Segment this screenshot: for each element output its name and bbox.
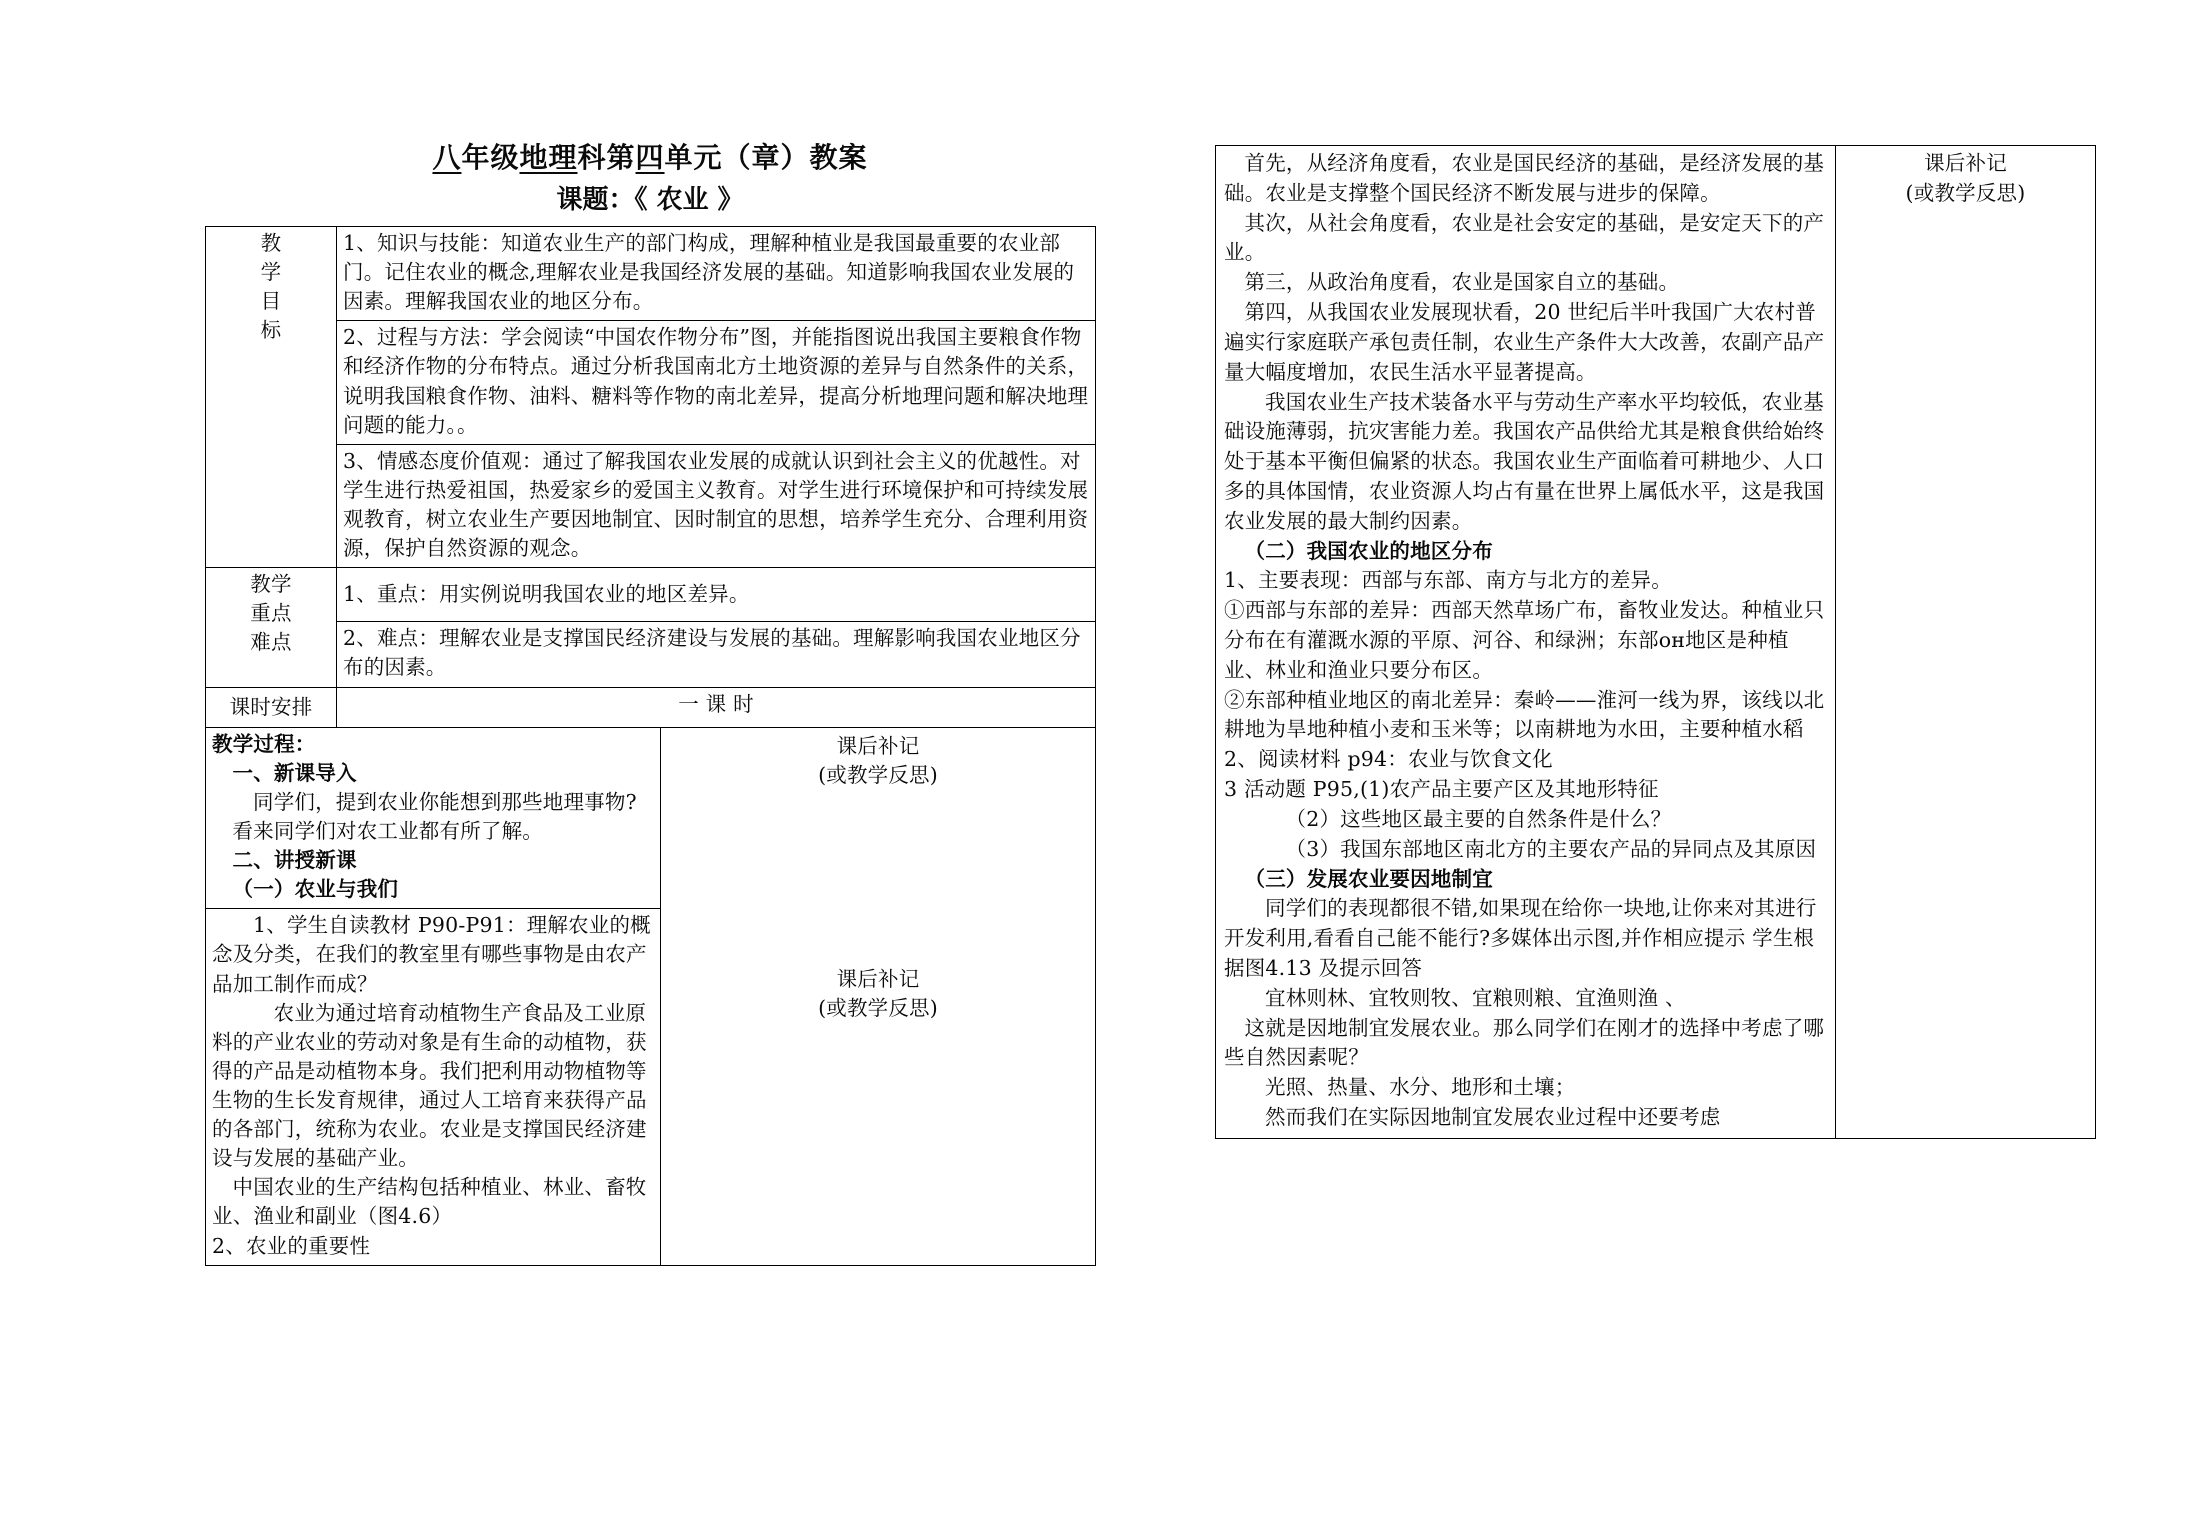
table-row [206, 227, 1096, 321]
right-line-15: 宜林则林、宜牧则牧、宜粮则粮、宜渔则渔 、 [1265, 985, 1686, 1010]
process-line-5: 1、学生自读教材 P90-P91：理解农业的概念及分类，在我们的教室里有哪些事物是由农产品加工制作而成？ [212, 913, 651, 996]
right-line-14: 同学们的表现都很不错,如果现在给你一块地,让你来对其进行开发利用,看看自己能不能行?多媒体出示图,并作相应提示 学生根据图4.13 及提示回答 [1224, 896, 1817, 980]
process-line-8: 2、农业的重要性 [212, 1233, 371, 1258]
table-row [1216, 146, 2096, 1139]
note-mid-line-2: (或教学反思) [818, 995, 938, 1020]
right-note-line-2: (或教学反思) [1905, 180, 2026, 205]
note-top-line-2: (或教学反思) [818, 762, 938, 787]
right-line-9: 2、阅读材料 p94：农业与饮食文化 [1224, 747, 1553, 772]
goal-label-char-4: 标 [260, 318, 282, 343]
goal-item-3 [337, 444, 1096, 567]
process-line-7: 中国农业的生产结构包括种植业、林业、畜牧业、渔业和副业（图4.6） [212, 1175, 647, 1229]
process-line-3: 二、讲授新课 [232, 848, 357, 873]
keypoint-label-line-2: 重点 [250, 601, 292, 626]
title-grade: 八 [432, 141, 462, 174]
right-line-8: ②东部种植业地区的南北差异：秦岭——淮河一线为界，该线以北耕地为旱地种植小麦和玉米等；以南耕地为水田，主要种植水稻 [1224, 687, 1825, 742]
goal-text-3: 3、情感态度价值观：通过了解我国农业发展的成就认识到社会主义的优越性。对学生进行热爱祖国，热爱家乡的爱国主义教育。对学生进行环境保护和可持续发展观教育，树立农业生产要因地制宜、因时制宜的思想，培养学生充分、合理利用资源，保护自然资源的观念。 [343, 448, 1089, 561]
note-mid-line-1: 课后补记 [836, 966, 920, 991]
note-top-cell [661, 727, 1096, 1265]
right-line-7: ①西部与东部的差异：西部天然草场广布，畜牧业发达。种植业只分布在有灌溉水源的平原、河谷、和绿洲；东部он地区是种植业、林业和渔业只要分布区。 [1224, 598, 1825, 682]
process-body-cell [206, 909, 661, 1265]
right-sheet [1215, 145, 2095, 1139]
table-row [206, 444, 1096, 567]
left-sheet [205, 140, 1095, 1266]
goal-item-2 [337, 321, 1096, 444]
right-line-4: 我国农业生产技术装备水平与劳动生产率水平均较低，农业基础设施薄弱，抗灾害能力差。我国农产品供给尤其是粮食供给始终处于基本平衡但偏紧的状态。我国农业生产面临着可耕地少、人口多的具体国情，农业资源人均占有量在世界上属低水平，这是我国农业发展的最大制约因素。 [1224, 389, 1825, 533]
right-line-11: （2）这些地区最主要的自然条件是什么？ [1285, 806, 1672, 831]
table-row [206, 622, 1096, 687]
process-header-cell [206, 727, 661, 909]
lesson-plan-table [205, 226, 1096, 1266]
goal-label-cell [206, 227, 337, 568]
keypoint-text-1: 1、重点：用实例说明我国农业的地区差异。 [343, 582, 750, 607]
title-unit: 四 [635, 141, 665, 174]
title-subject: 地理 [519, 141, 578, 174]
note-top-line-1: 课后补记 [836, 733, 920, 758]
process-line-1: 同学们，提到农业你能想到那些地理事物? [253, 789, 637, 814]
keypoint-label-cell [206, 568, 337, 687]
table-row [206, 687, 1096, 727]
keypoint-item-2 [337, 622, 1096, 687]
right-line-18: 然而我们在实际因地制宜发展农业过程中还要考虑 [1265, 1105, 1721, 1129]
page-title [205, 140, 1095, 175]
process-line-6: 农业为通过培育动植物生产食品及工业原料的产业农业的劳动对象是有生命的动植物，获得的产品是动植物本身。我们把利用动物植物等生物的生长发育规律，通过人工培育来获得产品的各部门，统称为农业。农业是支撑国民经济建设与发展的基础产业。 [212, 1000, 647, 1171]
table-row [206, 321, 1096, 444]
page-subtitle: 课题：《 农业 》 [556, 185, 744, 215]
process-line-0: 一、新课导入 [232, 760, 357, 785]
right-line-3: 第四，从我国农业发展现状看，20 世纪后半叶我国广大农村普遍实行家庭联产承包责任制，农业生产条件大大改善，农副产品产量大幅度增加，农民生活水平显著提高。 [1224, 300, 1825, 384]
table-row [206, 568, 1096, 622]
table-row [206, 727, 1096, 909]
goal-label-char-1: 教 [260, 231, 282, 255]
right-line-13: （三）发展农业要因地制宜 [1244, 866, 1493, 891]
right-line-17: 光照、热量、水分、地形和土壤； [1265, 1075, 1576, 1100]
keypoint-item-1 [337, 568, 1096, 622]
right-line-10: 3 活动题 P95,(1)农产品主要产区及其地形特征 [1224, 777, 1659, 802]
keypoint-text-2: 2、难点：理解农业是支撑国民经济建设与发展的基础。理解影响我国农业地区分布的因素。 [343, 626, 1081, 680]
right-line-12: （3）我国东部地区南北方的主要农产品的异同点及其原因 [1285, 836, 1817, 861]
right-line-6: 1、主要表现：西部与东部、南方与北方的差异。 [1224, 568, 1672, 593]
goal-label-char-2: 学 [260, 260, 282, 285]
title-unit-suffix: 单元（章）教案 [664, 141, 868, 174]
right-line-2: 第三，从政治角度看，农业是国家自立的基础。 [1244, 270, 1680, 295]
right-note-cell [1836, 146, 2096, 1139]
right-line-1: 其次，从社会角度看，农业是社会安定的基础，是安定天下的产业。 [1224, 210, 1825, 265]
keypoint-label-line-3: 难点 [250, 630, 292, 655]
right-line-5: （二）我国农业的地区分布 [1244, 538, 1493, 563]
right-content-cell [1216, 146, 1836, 1139]
process-header: 教学过程： [212, 731, 316, 756]
period-label: 课时安排 [206, 687, 337, 727]
title-subject-suffix: 科第 [577, 141, 636, 174]
title-grade-suffix: 年级 [461, 141, 520, 174]
goal-text-1: 1、知识与技能：知道农业生产的部门构成，理解种植业是我国最重要的农业部门。记住农业的概念,理解农业是我国经济发展的基础。知道影响我国农业发展的因素。理解我国农业的地区分布。 [343, 231, 1075, 314]
goal-text-2: 2、过程与方法：学会阅读“中国农作物分布”图，并能指图说出我国主要粮食作物和经济作物的分布特点。通过分析我国南北方土地资源的差异与自然条件的关系，说明我国粮食作物、油料、糖料等作物的南北差异，提高分析地理问题和解决地理问题的能力。。 [343, 325, 1089, 437]
period-value: 一 课 时 [337, 687, 1096, 727]
goal-item-1 [337, 227, 1096, 321]
keypoint-label-line-1: 教学 [250, 572, 292, 597]
process-line-4: （一）农业与我们 [232, 877, 399, 902]
right-line-16: 这就是因地制宜发展农业。那么同学们在刚才的选择中考虑了哪些自然因素呢？ [1224, 1015, 1825, 1070]
right-note-line-1: 课后补记 [1924, 151, 2007, 175]
lesson-content-table [1215, 145, 2096, 1139]
goal-label-char-3: 目 [260, 289, 282, 314]
process-line-2: 看来同学们对农工业都有所了解。 [232, 818, 543, 843]
right-line-0: 首先，从经济角度看，农业是国民经济的基础，是经济发展的基础。农业是支撑整个国民经济不断发展与进步的保障。 [1224, 151, 1825, 205]
